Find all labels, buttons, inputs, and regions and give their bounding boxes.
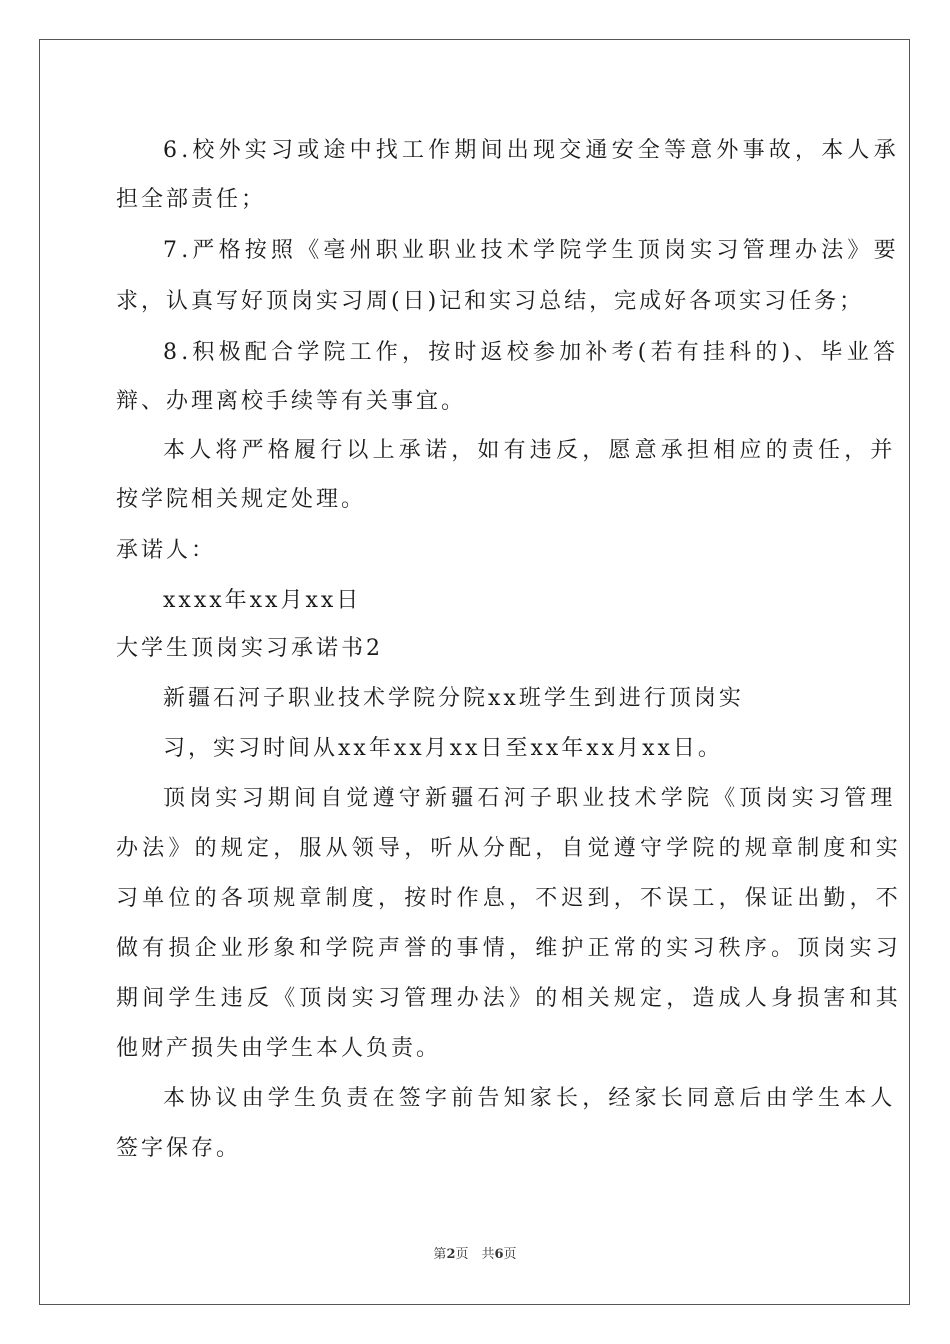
paragraph-line: 8.积极配合学院工作，按时返校参加补考(若有挂科的)、毕业答 — [163, 340, 900, 365]
paragraph-line: 本协议由学生负责在签字前告知家长，经家长同意后由学生本人 — [163, 1086, 897, 1111]
current-page-number: 2 — [446, 1247, 456, 1262]
paragraph-line: 他财产损失由学生本人负责。 — [116, 1036, 442, 1061]
paragraph-line: 本人将严格履行以上承诺，如有违反，愿意承担相应的责任，并 — [163, 438, 897, 463]
paragraph-line: 求，认真写好顶岗实习周(日)记和实习总结，完成好各项实习任务； — [116, 289, 865, 314]
paragraph-line: 辩、办理离校手续等有关事宜。 — [116, 389, 467, 414]
paragraph-line: 按学院相关规定处理。 — [116, 487, 367, 512]
page-border — [39, 39, 910, 1305]
paragraph-line: 顶岗实习期间自觉遵守新疆石河子职业技术学院《顶岗实习管理 — [163, 786, 897, 811]
paragraph-line: 做有损企业形象和学院声誉的事情，维护正常的实习秩序。顶岗实习 — [116, 936, 903, 961]
paragraph-line: 期间学生违反《顶岗实习管理办法》的相关规定，造成人身损害和其 — [116, 986, 903, 1011]
total-page-number: 6 — [494, 1247, 504, 1262]
paragraph-line: 7.严格按照《亳州职业职业技术学院学生顶岗实习管理办法》要 — [163, 238, 900, 263]
footer-suffix: 页 — [503, 1247, 517, 1262]
footer-prefix: 第 — [433, 1247, 447, 1262]
paragraph-line: 签字保存。 — [116, 1136, 242, 1161]
paragraph-line: 习单位的各项规章制度，按时作息，不迟到，不误工，保证出勤，不 — [116, 886, 903, 911]
signatory-label: 承诺人： — [116, 538, 217, 563]
paragraph-line: 新疆石河子职业技术学院分院xx班学生到进行顶岗实 — [163, 686, 744, 711]
page-number-footer — [0, 1247, 950, 1263]
paragraph-line: 6.校外实习或途中找工作期间出现交通安全等意外事故，本人承 — [163, 138, 900, 163]
paragraph-line: 习，实习时间从xx年xx月xx日至xx年xx月xx日。 — [163, 736, 723, 761]
paragraph-line: 担全部责任； — [116, 187, 267, 212]
section-title: 大学生顶岗实习承诺书2 — [116, 636, 383, 661]
footer-mid: 页 共 — [455, 1247, 495, 1262]
date-line: xxxx年xx月xx日 — [163, 588, 362, 613]
paragraph-line: 办法》的规定，服从领导，听从分配，自觉遵守学院的规章制度和实 — [116, 836, 903, 861]
